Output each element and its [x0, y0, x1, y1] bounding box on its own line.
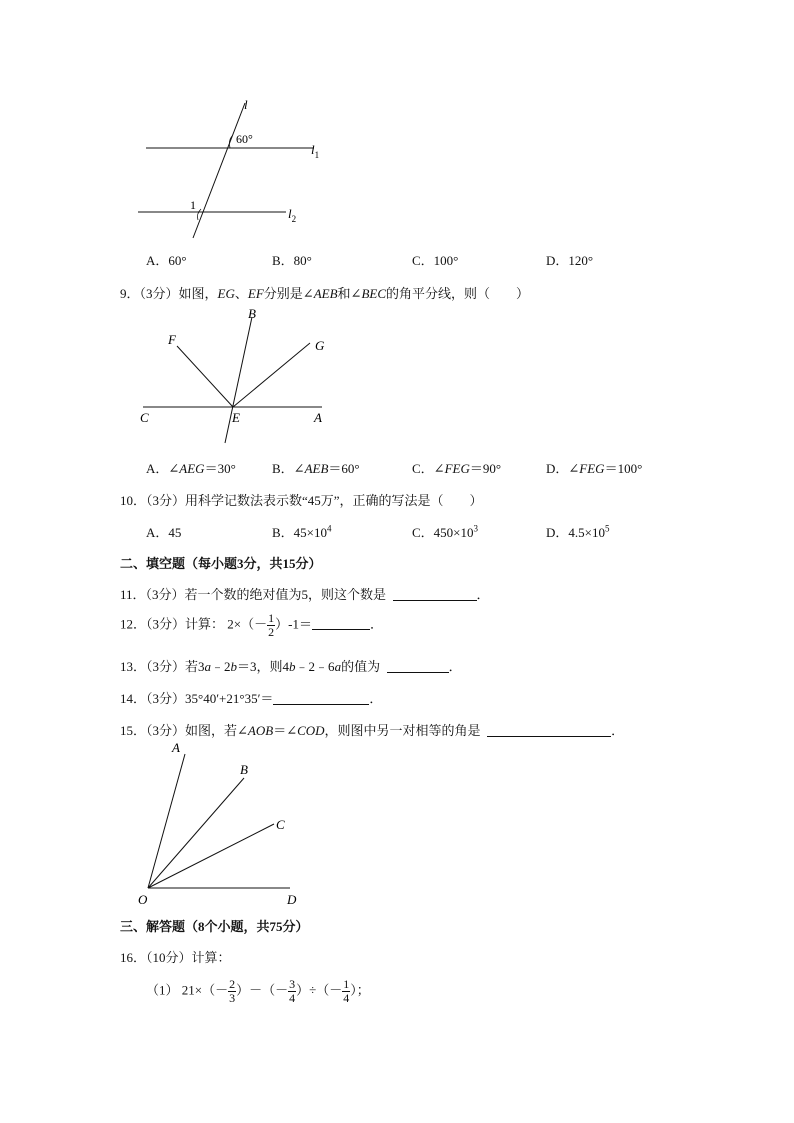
fraction: $\frac{1}{4}$ — [343, 977, 350, 1005]
question-16-part-1: （1） 21×（－ $\frac{2}{3}$ ）－（－ $\frac{3}{4}$ ）÷（－ $\frac{1}{4}$ ）； — [146, 977, 370, 1005]
q9-option-b: B．∠AEB＝60° — [272, 461, 360, 476]
line-l — [193, 103, 245, 238]
question-16: 16．（10分）计算： — [120, 950, 231, 965]
q10-option-a: A．45 — [146, 525, 182, 540]
label-c: C — [276, 817, 285, 832]
label-l2: $l_2$ — [288, 206, 297, 224]
answer-blank[interactable] — [387, 660, 449, 673]
label-o: O — [138, 892, 148, 907]
q8-option-d: D．120° — [546, 253, 594, 268]
label-b: B — [240, 762, 248, 777]
q10-option-b: B．$45\times 10^4$ — [272, 523, 332, 540]
q8-option-b: B．80° — [272, 253, 312, 268]
parallel-lines-figure — [130, 95, 340, 245]
answer-blank[interactable] — [393, 588, 477, 601]
fraction: $\frac{1}{2}$ — [268, 611, 275, 639]
q10-option-d: D．$4.5\times 10^5$ — [546, 523, 610, 540]
answer-blank[interactable] — [273, 692, 369, 705]
rays-figure — [138, 738, 308, 908]
q8-option-c: C．100° — [412, 253, 459, 268]
label-l: l — [244, 97, 248, 112]
question-9: 9．（3分）如图，EG、EF分别是∠AEB和∠BEC的角平分线，则（ ） — [120, 286, 530, 301]
section-3-heading: 三、解答题（8个小题，共75分） — [120, 919, 309, 934]
label-1: 1 — [190, 198, 196, 212]
question-10: 10．（3分）用科学记数法表示数“45万”，正确的写法是（ ） — [120, 493, 483, 508]
answer-blank[interactable] — [312, 617, 370, 630]
label-60: 60° — [236, 132, 253, 146]
label-b: B — [248, 306, 256, 321]
q9-option-c: C．∠FEG＝90° — [412, 461, 502, 476]
angle-bisector-figure — [130, 303, 340, 448]
fraction: $\frac{3}{4}$ — [289, 977, 296, 1005]
q8-option-a: A．60° — [146, 253, 187, 268]
q9-option-d: D．∠FEG＝100° — [546, 461, 643, 476]
ray-ob — [148, 778, 244, 888]
answer-blank[interactable] — [487, 724, 611, 737]
q9-option-a: A．∠AEG＝30° — [146, 461, 236, 476]
label-d: D — [287, 892, 297, 907]
label-l1: $l_1$ — [311, 142, 320, 160]
label-g: G — [315, 338, 325, 353]
label-c: C — [140, 410, 149, 425]
label-e: E — [232, 410, 240, 425]
question-13: 13．（3分）若3a﹣2b＝3，则4b﹣2﹣6a的值为 ． — [120, 659, 462, 674]
question-12: 12．（3分）计算： 2×（－ $\frac{1}{2}$ ）-1＝ ． — [120, 611, 383, 639]
label-f: F — [168, 332, 176, 347]
section-2-heading: 二、填空题（每小题3分，共15分） — [120, 556, 322, 571]
question-14: 14．（3分）35°40′+21°35′＝ ． — [120, 691, 383, 706]
label-a: A — [172, 740, 180, 755]
ray-oc — [148, 824, 274, 888]
label-a: A — [314, 410, 322, 425]
ray-ef — [177, 346, 233, 407]
question-11: 11．（3分）若一个数的绝对值为5，则这个数是 ． — [120, 587, 490, 602]
q10-option-c: C．$450\times 10^3$ — [412, 523, 479, 540]
fraction: $\frac{2}{3}$ — [229, 977, 236, 1005]
ray-oa — [148, 754, 185, 888]
question-15: 15．（3分）如图，若∠AOB＝∠COD，则图中另一对相等的角是 ． — [120, 723, 625, 738]
